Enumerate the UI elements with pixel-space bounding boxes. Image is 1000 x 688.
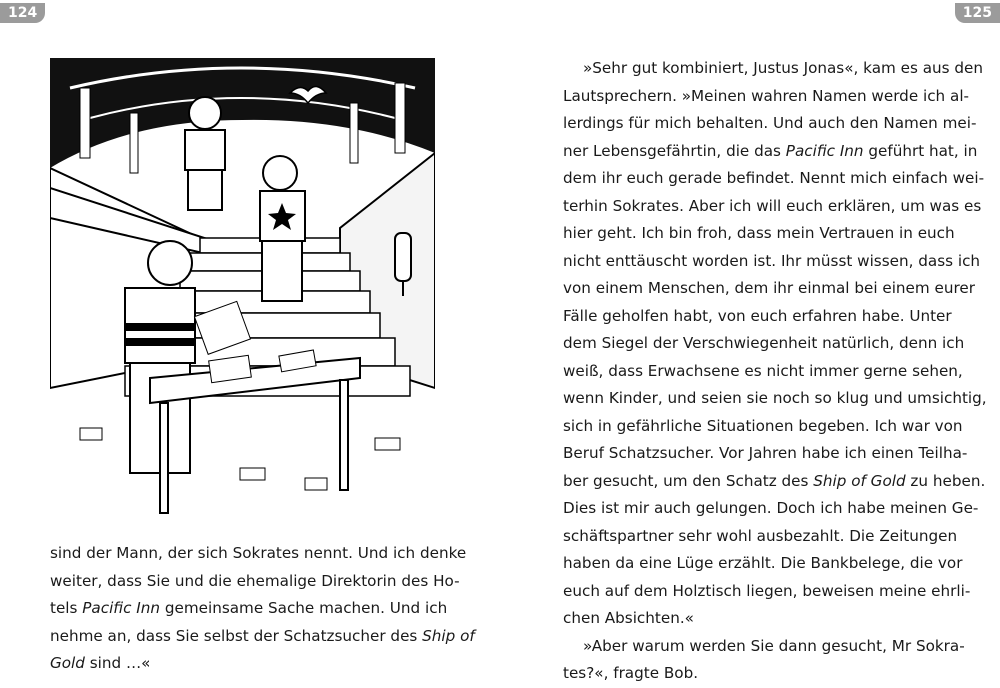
text-line: Lautsprechern. »Meinen wahren Namen werde ich al-	[563, 86, 970, 105]
text-line: weiter, dass Sie und die ehemalige Direktorin des Ho-	[50, 571, 460, 590]
text-line: terhin Sokrates. Aber ich will euch erklären, um was es	[563, 196, 982, 215]
text-line: sich in gefährliche Situationen begeben. Ich war von	[563, 416, 963, 435]
text-line: nehme an, dass Sie selbst der Schatzsucher des Ship of	[50, 626, 475, 645]
text-line: »Aber warum werden Sie dann gesucht, Mr Sokra-	[583, 636, 965, 655]
text-line: chen Absichten.«	[563, 609, 694, 627]
text-line: Gold sind …«	[50, 654, 151, 672]
left-page	[0, 0, 500, 675]
left-page-text	[50, 540, 475, 678]
text-line: weiß, dass Erwachsene es nicht immer gerne sehen,	[563, 361, 963, 380]
text-line: sind der Mann, der sich Sokrates nennt. Und ich denke	[50, 544, 467, 562]
text-line: wenn Kinder, und seien sie noch so klug und umsichtig,	[563, 389, 987, 407]
paragraph	[563, 633, 965, 688]
text-line: euch auf dem Holztisch liegen, beweisen meine ehrli-	[563, 581, 971, 600]
text-line: dem Siegel der Verschwiegenheit natürlich, denn ich	[563, 334, 965, 352]
text-line: ner Lebensgefährtin, die das Pacific Inn geführt hat, in	[563, 141, 978, 160]
text-line: hier geht. Ich bin froh, dass mein Vertrauen in euch	[563, 224, 955, 242]
text-line: Dies ist mir auch gelungen. Doch ich habe meinen Ge-	[563, 499, 979, 517]
illustration	[50, 58, 435, 520]
right-page	[500, 0, 1000, 682]
text-line: haben da eine Lüge erzählt. Die Bankbelege, die vor	[563, 554, 963, 572]
text-line: tels Pacific Inn gemeinsame Sache machen. Und ich	[50, 599, 448, 617]
text-line: lerdings für mich behalten. Und auch den Namen mei-	[563, 114, 977, 132]
paragraph	[50, 540, 475, 678]
paragraph	[563, 55, 987, 633]
text-line: ber gesucht, um den Schatz des Ship of Gold zu heben.	[563, 471, 986, 490]
text-line: schäftspartner sehr wohl ausbezahlt. Die Zeitungen	[563, 526, 958, 545]
page-number-right: 125	[955, 3, 1000, 23]
right-page-text	[563, 55, 987, 688]
page-number-left: 124	[0, 3, 45, 23]
text-line: Fälle geholfen habt, von euch erfahren habe. Unter	[563, 306, 952, 325]
text-line: dem ihr euch gerade befindet. Nennt mich einfach wei-	[563, 169, 985, 187]
text-line: von einem Menschen, dem ihr einmal bei einem eurer	[563, 279, 975, 297]
text-line: nicht enttäuscht worden ist. Ihr müsst wissen, dass ich	[563, 251, 981, 270]
text-line: tes?«, fragte Bob.	[563, 664, 699, 682]
illustration-drawing	[50, 58, 435, 520]
text-line: Beruf Schatzsucher. Vor Jahren habe ich einen Teilha-	[563, 444, 968, 462]
text-line: »Sehr gut kombiniert, Justus Jonas«, kam es aus den	[583, 59, 983, 77]
